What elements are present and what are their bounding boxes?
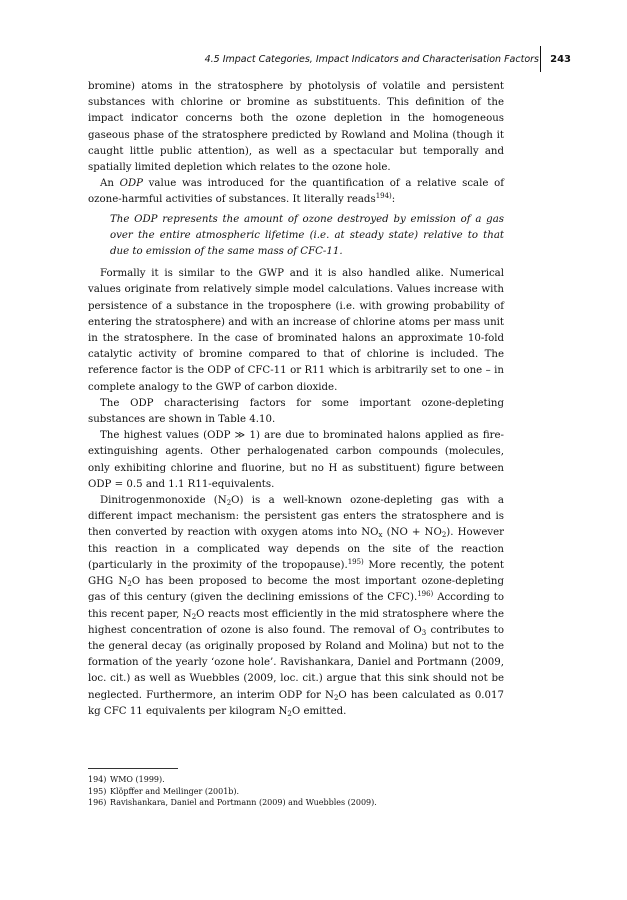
footnote-ref-195: 195) [347, 557, 364, 566]
p6-text-c: (NO + NO [382, 527, 442, 539]
p6-sub-7: 2 [287, 709, 292, 718]
p6-text-j: O has been calculated as 0.017 kg CFC 11 equivalents per kilogram N [88, 689, 504, 717]
p6-text-e: More recently, the potent GHG N [88, 559, 504, 588]
paragraph-6 [88, 493, 504, 720]
footnotes [88, 774, 508, 809]
paragraph-1: bromine) atoms in the stratosphere by photolysis of volatile and persistent substances with chlorine or bromine as substituents. This definition of the impact indicator concerns both the ozone depletion in the homogeneous gaseous phase of the stratosphere predicted by Rowland and Molina (though it caught little public attention), as well as a spectacular but temporally and spatially limited depletion which relates to the ozone hole. [88, 81, 504, 174]
p6-sub-5: 3 [421, 628, 427, 637]
p2-odp-term: ODP [119, 178, 143, 190]
footnote-ref-196: 196) [417, 590, 434, 599]
paragraph-5: The highest values (ODP ≫ 1) are due to brominated halons applied as fire-extinguishing agents. Other perhalogenated carbon compounds (molecules, only exhibiting chlorine and fluorine, but no H as substituent) figure between ODP = 0.5 and 1.1 R11-equivalents. [88, 430, 504, 490]
page-number: 243 [550, 54, 571, 65]
running-head: 4.5 Impact Categories, Impact Indicators and Characterisation Factors [204, 54, 539, 65]
p6-text-i: contributes to the general decay (as originally proposed by Roland and Molina) but not to the formation of the yearly ‘ozone hole’. Ravishankara, Daniel and Portmann (2009, loc. cit.) as well as Wuebbles (2009, loc. cit.) argue that this sink should not be neglected. Furthermore, an interim ODP for N [88, 624, 504, 701]
p2-text-a: An [100, 178, 120, 190]
p6-text-d: ). However this reaction in a complicated way depends on the site of the reaction (particularly in the proximity of the tropopause). [88, 527, 505, 571]
p6-text-f: O has been proposed to become the most important ozone-depleting gas of this century (given the declining emissions of the CFC). [88, 576, 504, 604]
p2-text-c: : [391, 194, 396, 206]
footnote-195 [88, 786, 508, 798]
header-rule [540, 46, 541, 72]
p6-sub-1: 2 [226, 499, 232, 508]
p6-text-g: According to this recent paper, N [88, 592, 504, 620]
p6-sub-6: 2 [333, 693, 339, 702]
footnote-text: Klöpffer and Meilinger (2001b). [110, 786, 240, 796]
p6-text-k: O emitted. [291, 705, 347, 717]
paragraph-2 [88, 176, 504, 208]
footnote-number: 194) [88, 775, 107, 784]
footnote-ref-194: 194) [375, 192, 392, 201]
footnote-number: 195) [88, 786, 107, 796]
footnote-rule [88, 768, 178, 769]
p6-sub-2: 2 [441, 531, 447, 540]
p6-text-b: O) is a well-known ozone-depleting gas with a different impact mechanism: the persistent gas enters the stratosphere and is then converted by reaction with oxygen atoms into NO [88, 495, 504, 539]
footnote-text: Ravishankara, Daniel and Portmann (2009) and Wuebbles (2009). [110, 798, 377, 807]
footnote-number: 196) [88, 798, 107, 807]
body-text [88, 79, 504, 720]
block-quote: The ODP represents the amount of ozone destroyed by emission of a gas over the entire atmospheric lifetime (i.e. at steady state) relative to that due to emission of the same mass of CFC-11. [110, 213, 504, 258]
p6-text-h: O reacts most efficiently in the mid stratosphere where the highest concentration of ozone is also found. The removal of O [88, 608, 504, 636]
p2-text-b: value was introduced for the quantification of a relative scale of ozone-harmful activities of substances. It literally reads [88, 178, 504, 206]
paragraph-4: The ODP characterising factors for some important ozone-depleting substances are shown in Table 4.10. [88, 397, 504, 426]
paragraph-3: Formally it is similar to the GWP and it is also handled alike. Numerical values originate from relatively simple model calculations. Values increase with persistence of a substance in the troposphere (i.e. with growing probability of entering the stratosphere) and with an increase of chlorine atoms per mass unit in the stratosphere. In the case of brominated halons an approximate 10-fold catalytic activity of bromine compared to that of chlorine is included. The reference factor is the ODP of CFC-11 or R11 which is arbitrarily set to one – in complete analogy to the GWP of carbon dioxide. [88, 268, 504, 393]
p6-sub-4: 2 [191, 612, 197, 621]
p6-text-a: Dinitrogenmonoxide (N [100, 495, 227, 507]
footnote-196 [88, 797, 508, 809]
footnote-text: WMO (1999). [110, 775, 165, 784]
footnote-194 [88, 774, 508, 786]
p6-sub-3: 2 [127, 580, 132, 589]
p6-sub-x: x [378, 531, 383, 540]
